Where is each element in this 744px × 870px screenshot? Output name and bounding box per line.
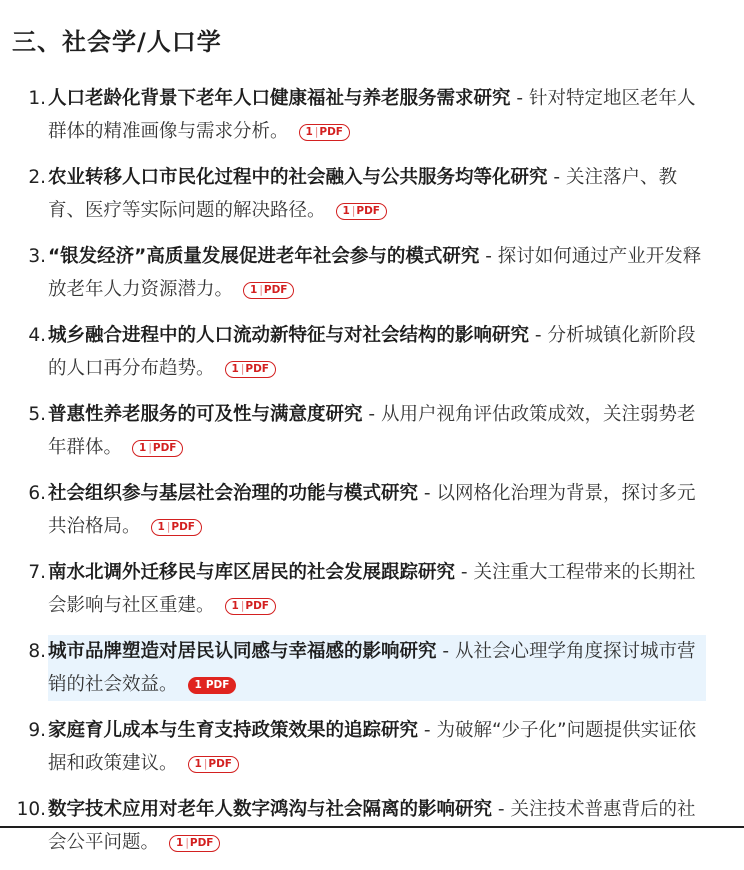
list-item: [0, 238, 744, 308]
pdf-citation-badge[interactable]: [132, 440, 183, 457]
item-title: 南水北调外迁移民与库区居民的社会发展跟踪研究: [48, 562, 456, 583]
list-item: [0, 317, 744, 387]
citation-divider: |: [203, 758, 208, 770]
item-title: 人口老龄化背景下老年人口健康福祉与养老服务需求研究: [48, 88, 511, 109]
item-title: 数字技术应用对老年人数字鸿沟与社会隔离的影响研究: [48, 799, 493, 820]
citation-count: 1: [194, 679, 202, 691]
item-description: 从用户视角评估政策成效，关注弱势老年群体。: [48, 404, 696, 458]
citation-divider: |: [240, 363, 245, 375]
list-item: [0, 475, 744, 545]
item-title: 城乡融合进程中的人口流动新特征与对社会结构的影响研究: [48, 325, 530, 346]
citation-divider: |: [259, 284, 263, 296]
pdf-citation-badge[interactable]: [243, 282, 294, 299]
item-number: 10.: [16, 799, 46, 820]
pdf-citation-badge[interactable]: [188, 677, 237, 694]
item-body: [48, 714, 706, 780]
list-item: [0, 554, 744, 624]
item-description: 针对特定地区老年人群体的精准画像与需求分析。: [48, 88, 696, 142]
citation-count: 1: [250, 284, 258, 296]
item-description: 以网格化治理为背景，探讨多元共治格局。: [48, 483, 696, 537]
pdf-citation-badge[interactable]: [225, 361, 276, 378]
list-item: [0, 396, 744, 466]
item-description: 分析城镇化新阶段的人口再分布趋势。: [48, 325, 696, 379]
item-body: [48, 477, 706, 543]
citation-divider: |: [166, 521, 171, 533]
list-item: [0, 712, 744, 782]
pdf-citation-badge[interactable]: [169, 835, 220, 852]
citation-count: 1: [305, 126, 313, 138]
item-body: [48, 398, 706, 464]
item-separator: -: [529, 325, 548, 346]
pdf-citation-badge[interactable]: [188, 756, 239, 773]
item-description: 为破解“少子化”问题提供实证依据和政策建议。: [48, 720, 697, 774]
item-separator: -: [547, 167, 566, 188]
item-separator: -: [510, 88, 529, 109]
pdf-citation-badge[interactable]: [151, 519, 202, 536]
item-title: 农业转移人口市民化过程中的社会融入与公共服务均等化研究: [48, 167, 548, 188]
citation-divider: |: [185, 837, 189, 849]
research-topic-list: [0, 80, 744, 870]
citation-count: 1: [176, 837, 184, 849]
item-number: 6.: [28, 483, 46, 504]
pdf-citation-badge[interactable]: [299, 124, 350, 141]
item-number: 4.: [28, 325, 46, 346]
item-number: 9.: [28, 720, 46, 741]
item-separator: -: [455, 562, 474, 583]
item-body: [48, 240, 706, 306]
item-number: 7.: [28, 562, 46, 583]
citation-divider: |: [351, 205, 356, 217]
citation-label: PDF: [171, 521, 195, 533]
pdf-citation-badge[interactable]: [336, 203, 387, 220]
citation-label: PDF: [152, 442, 177, 454]
list-item: [0, 80, 744, 150]
section-title: 三、社会学/人口学: [12, 28, 222, 56]
citation-label: PDF: [263, 284, 288, 296]
citation-count: 1: [139, 442, 147, 454]
citation-label: PDF: [245, 363, 269, 375]
item-description: 关注重大工程带来的长期社会影响与社区重建。: [48, 562, 696, 616]
item-description: 关注技术普惠背后的社会公平问题。: [48, 799, 696, 853]
citation-label: PDF: [319, 126, 343, 138]
citation-count: 1: [194, 758, 202, 770]
pdf-citation-badge[interactable]: [225, 598, 276, 615]
item-description: 关注落户、教育、医疗等实际问题的解决路径。: [48, 167, 677, 221]
item-separator: -: [362, 404, 381, 425]
citation-label: PDF: [245, 600, 269, 612]
item-description: 从社会心理学角度探讨城市营销的社会效益。: [48, 641, 696, 695]
citation-count: 1: [231, 600, 239, 612]
item-separator: -: [418, 720, 437, 741]
item-number: 8.: [28, 641, 46, 662]
item-separator: -: [418, 483, 437, 504]
item-number: 1.: [28, 88, 46, 109]
item-body: [48, 635, 706, 701]
citation-divider: |: [148, 442, 152, 454]
item-body: [48, 82, 706, 148]
citation-count: 1: [157, 521, 165, 533]
item-title: “银发经济”高质量发展促进老年社会参与的模式研究: [48, 246, 480, 267]
item-separator: -: [492, 799, 511, 820]
item-body: [48, 556, 706, 622]
item-number: 2.: [28, 167, 46, 188]
item-number: 5.: [28, 404, 46, 425]
citation-count: 1: [231, 363, 239, 375]
item-title: 普惠性养老服务的可及性与满意度研究: [48, 404, 363, 425]
list-item: [0, 633, 744, 703]
citation-count: 1: [342, 205, 350, 217]
item-separator: -: [479, 246, 498, 267]
bottom-divider: [0, 826, 744, 828]
item-description: 探讨如何通过产业开发释放老年人力资源潜力。: [48, 246, 702, 300]
item-number: 3.: [28, 246, 46, 267]
citation-label: PDF: [356, 205, 380, 217]
item-title: 社会组织参与基层社会治理的功能与模式研究: [48, 483, 419, 504]
item-body: [48, 319, 706, 385]
citation-divider: |: [314, 126, 319, 138]
list-item: [0, 159, 744, 229]
citation-label: PDF: [208, 758, 232, 770]
citation-label: PDF: [205, 679, 230, 691]
item-title: 家庭育儿成本与生育支持政策效果的追踪研究: [48, 720, 419, 741]
item-body: [48, 161, 706, 227]
citation-label: PDF: [189, 837, 214, 849]
citation-divider: |: [240, 600, 245, 612]
item-title: 城市品牌塑造对居民认同感与幸福感的影响研究: [48, 641, 437, 662]
item-separator: -: [436, 641, 455, 662]
